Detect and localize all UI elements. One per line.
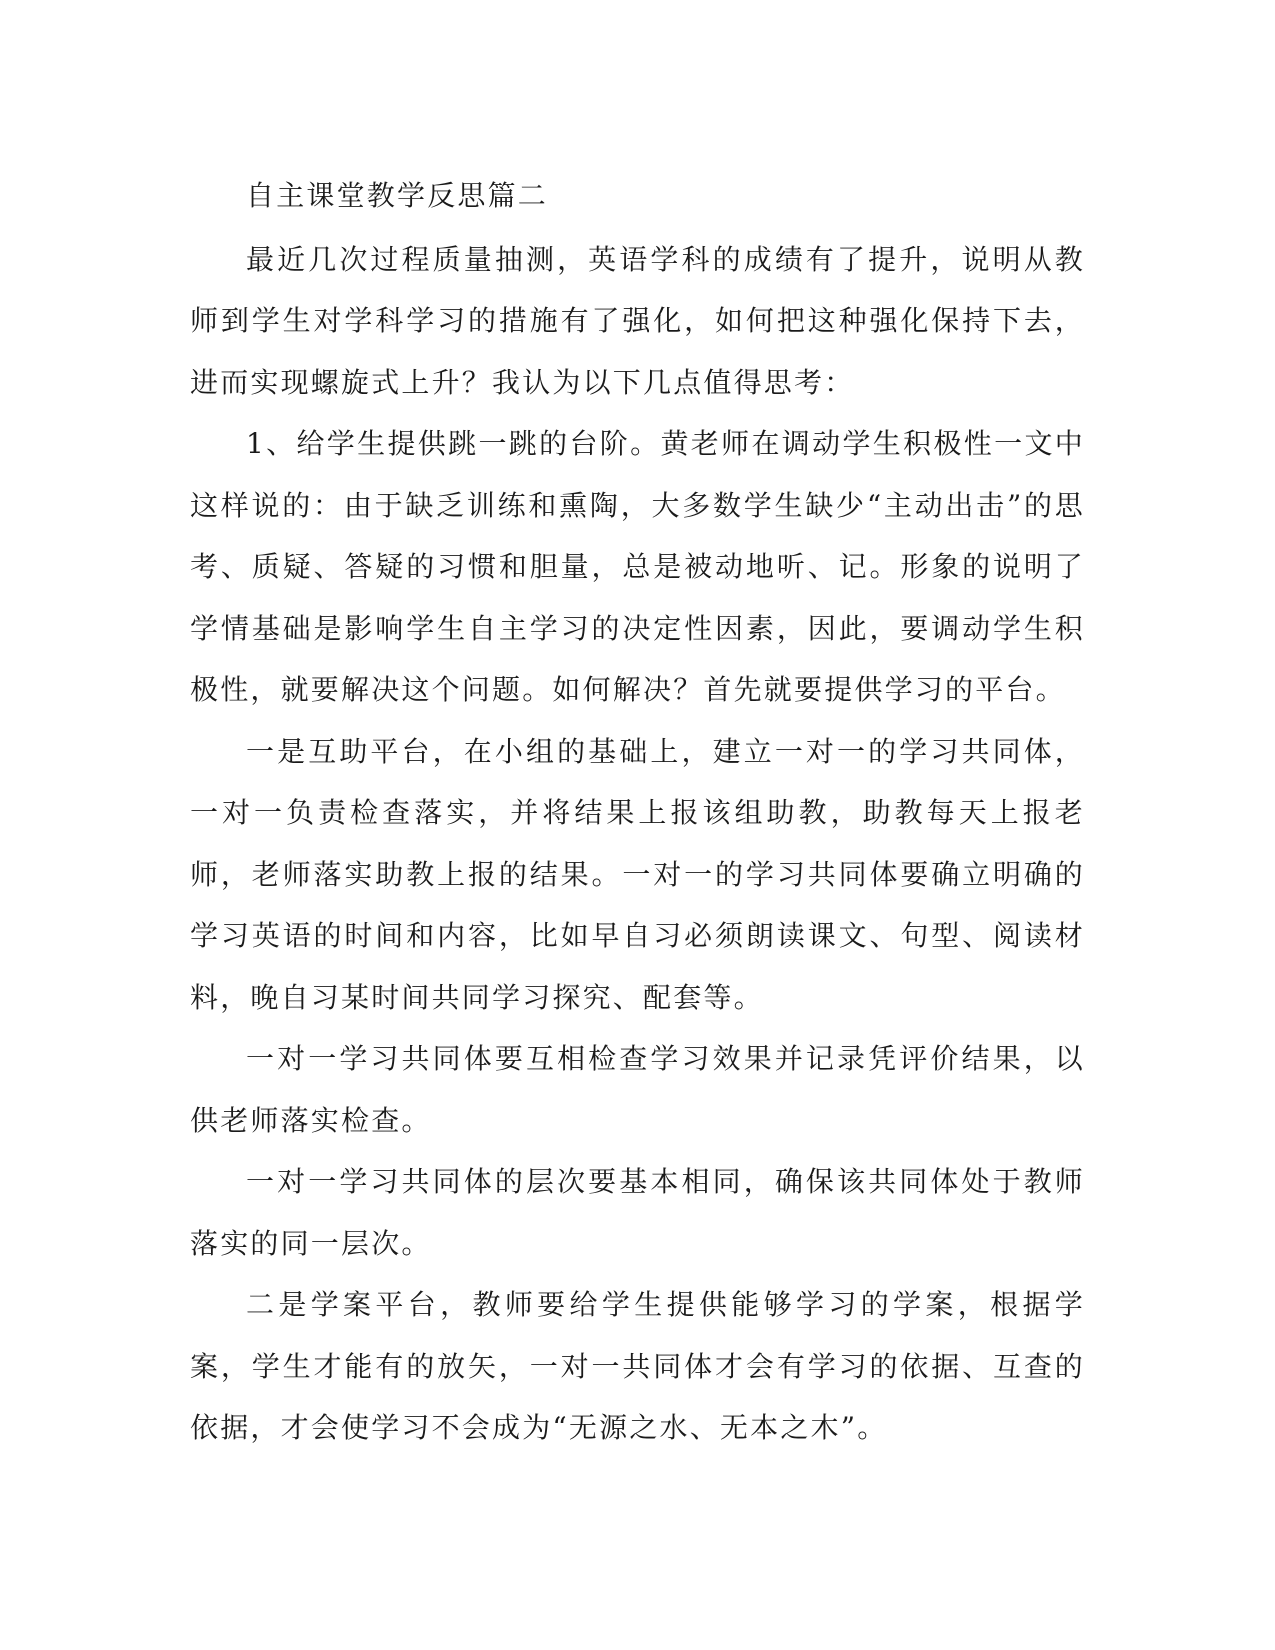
document-title: 自主课堂教学反思篇二 (246, 179, 549, 212)
paragraph-intro: 最近几次过程质量抽测，英语学科的成绩有了提升，说明从教师到学生对学科学习的措施有了强化，如何把这种强化保持下去，进而实现螺旋式上升？我认为以下几点值得思考： (190, 242, 1085, 399)
paragraph-mutual-help-platform: 一是互助平台，在小组的基础上，建立一对一的学习共同体，一对一负责检查落实，并将结果上报该组助教，助教每天上报老师，老师落实助教上报的结果。一对一的学习共同体要确立明确的学习英语的时间和内容，比如早自习必须朗读课文、句型、阅读材料，晚自习某时间共同学习探究、配套等。 (190, 734, 1085, 1014)
paragraph-point-1: 1、给学生提供跳一跳的台阶。黄老师在调动学生积极性一文中这样说的：由于缺乏训练和熏陶，大多数学生缺少“主动出击”的思考、质疑、答疑的习惯和胆量，总是被动地听、记。形象的说明了学情基础是影响学生自主学习的决定性因素，因此，要调动学生积极性，就要解决这个问题。如何解决？首先就要提供学习的平台。 (190, 427, 1085, 706)
document-body (190, 165, 1085, 1459)
paragraph-study-plan-platform: 二是学案平台，教师要给学生提供能够学习的学案，根据学案，学生才能有的放矢，一对一共同体才会有学习的依据、互查的依据，才会使学习不会成为“无源之水、无本之木”。 (190, 1288, 1085, 1444)
paragraph-same-level: 一对一学习共同体的层次要基本相同，确保该共同体处于教师落实的同一层次。 (190, 1165, 1085, 1260)
paragraph-check-results: 一对一学习共同体要互相检查学习效果并记录凭评价结果，以供老师落实检查。 (190, 1042, 1085, 1137)
